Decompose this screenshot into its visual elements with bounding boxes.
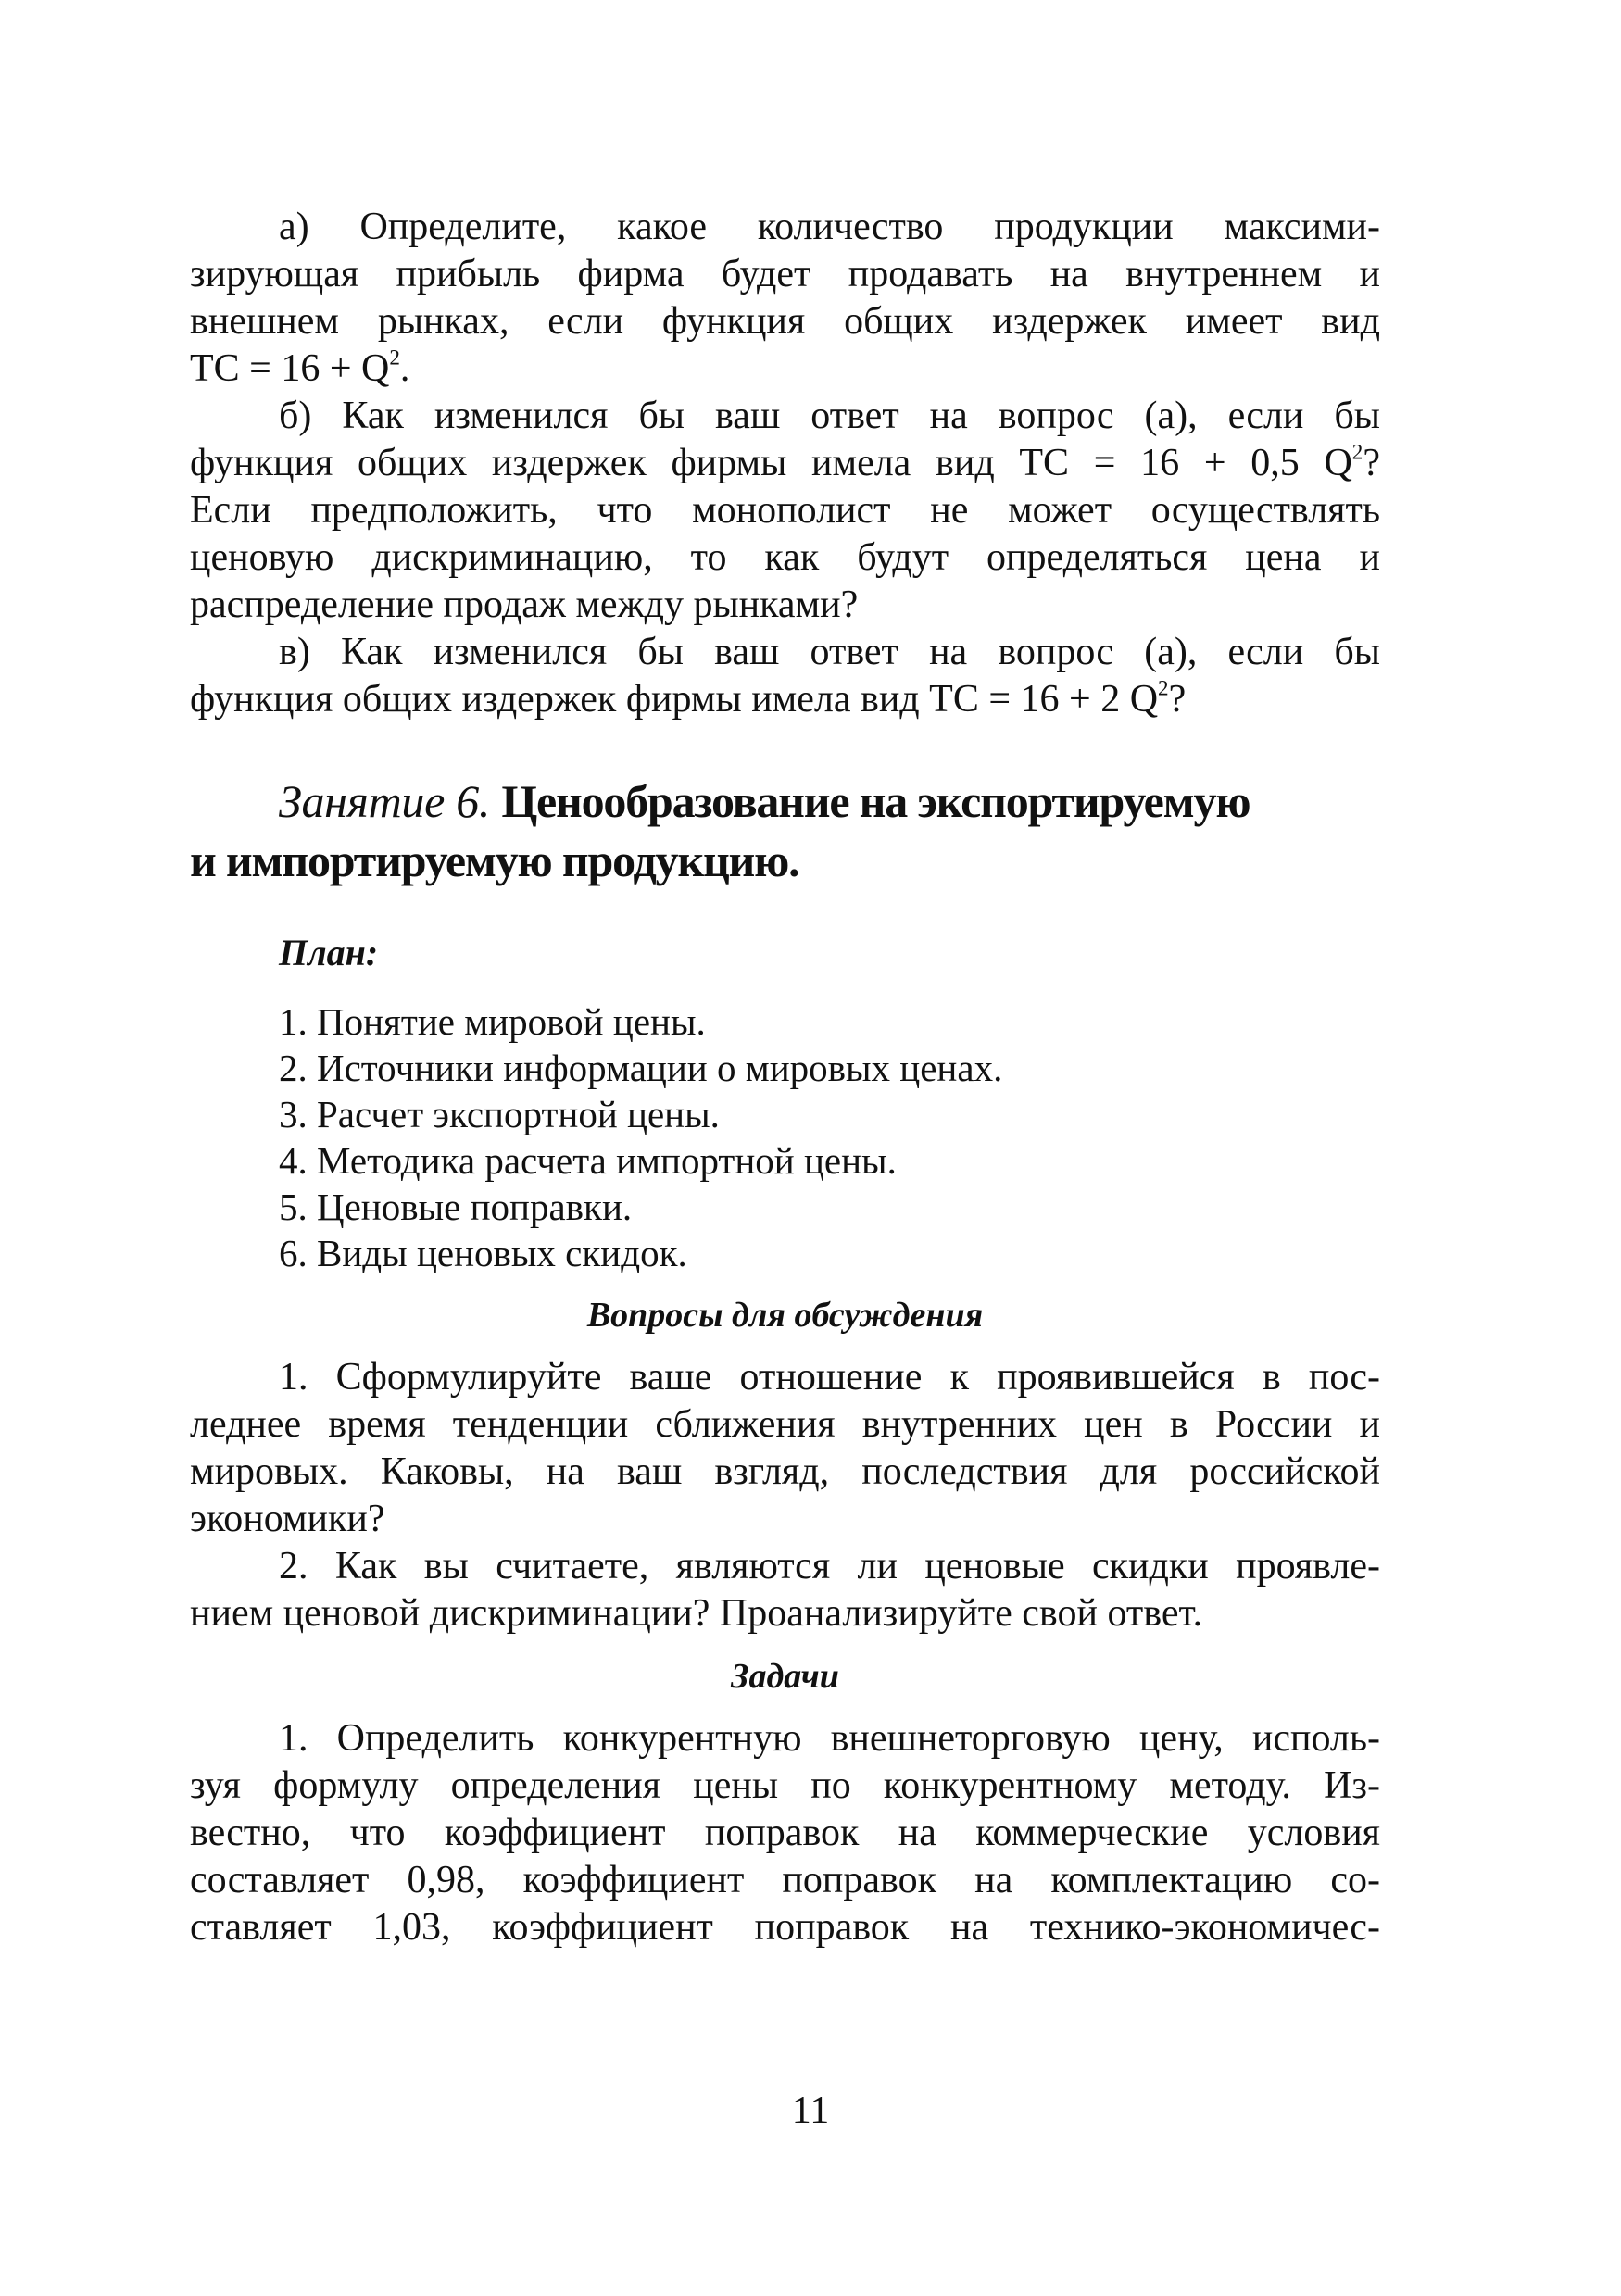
problem-c-exponent: 2 bbox=[1158, 675, 1169, 700]
task-1-line-5: ставляет 1,03, коэффициент поправок на технико-экономичес- bbox=[190, 1906, 1380, 1949]
formula-exponent: 2 bbox=[389, 345, 400, 370]
question-2-line-1: 2. Как вы считаете, являются ли ценовые скидки проявле- bbox=[279, 1545, 1380, 1587]
problem-b-line-2-text: функция общих издержек фирмы имела вид ТС = 16 + 0,5 Q bbox=[190, 442, 1352, 484]
question-1-line-2: леднее время тенденции сближения внутренних цен в России и bbox=[190, 1403, 1380, 1446]
problem-c-line-2-text: функция общих издержек фирмы имела вид ТС = 16 + 2 Q bbox=[190, 678, 1159, 721]
lesson-title-2: и импортируемую продукцию. bbox=[190, 834, 799, 886]
tasks-heading: Задачи bbox=[731, 1657, 839, 1696]
problem-c-line-1: в) Как изменился бы ваш ответ на вопрос (а), если бы bbox=[279, 631, 1380, 673]
question-2 bbox=[190, 1543, 1380, 1637]
problem-a-formula bbox=[190, 345, 1380, 393]
plan-item: 5. Ценовые поправки. bbox=[279, 1186, 633, 1228]
question-2-line-2: нием ценовой дискриминации? Проанализируйте свой ответ. bbox=[190, 1592, 1203, 1635]
formula-end: . bbox=[399, 347, 410, 390]
question-1-line-4: экономики? bbox=[190, 1498, 385, 1540]
questions-heading: Вопросы для обсуждения bbox=[586, 1296, 984, 1335]
task-1-line-3: вестно, что коэффициент поправок на коммерческие условия bbox=[190, 1812, 1380, 1854]
problem-b-line-5: распределение продаж между рынками? bbox=[190, 583, 859, 626]
task-1-line-2: зуя формулу определения цены по конкурентному методу. Из- bbox=[190, 1764, 1380, 1807]
problem-b-line-3: Если предположить, что монополист не может осуществлять bbox=[190, 489, 1380, 532]
plan-list bbox=[190, 998, 1380, 1276]
lesson-heading-line-1 bbox=[190, 772, 1380, 831]
task-1-line-1: 1. Определить конкурентную внешнеторговую цену, исполь- bbox=[279, 1717, 1380, 1760]
formula-text: ТС = 16 + Q bbox=[190, 347, 390, 390]
plan-heading: План: bbox=[279, 932, 379, 973]
problem-b-line-4: ценовую дискриминацию, то как будут определяться цена и bbox=[190, 536, 1380, 579]
plan-item: 1. Понятие мировой цены. bbox=[279, 1000, 706, 1043]
problem-c-line-2-end: ? bbox=[1168, 678, 1187, 721]
lesson-title-1: Ценообразование на экспортируемую bbox=[501, 775, 1250, 827]
plan-item: 3. Расчет экспортной цены. bbox=[279, 1093, 720, 1135]
problem-b bbox=[190, 393, 1380, 629]
plan-item: 6. Виды ценовых скидок. bbox=[279, 1232, 687, 1274]
problem-a-line-1: а) Определите, какое количество продукции максими- bbox=[279, 206, 1380, 248]
problem-c bbox=[190, 629, 1380, 723]
plan-item: 4. Методика расчета импортной цены. bbox=[279, 1139, 897, 1182]
task-1-line-4: составляет 0,98, коэффициент поправок на комплектацию со- bbox=[190, 1859, 1380, 1901]
problem-b-line-2-end: ? bbox=[1363, 442, 1380, 484]
problem-b-exponent: 2 bbox=[1351, 439, 1363, 464]
page-number: 11 bbox=[791, 2089, 830, 2132]
problem-b-line-1: б) Как изменился бы ваш ответ на вопрос (а), если бы bbox=[279, 395, 1380, 437]
problem-b-line-2 bbox=[190, 440, 1380, 487]
page-body bbox=[190, 204, 1380, 1951]
task-1 bbox=[190, 1715, 1380, 1951]
lesson-heading bbox=[190, 772, 1380, 890]
question-1-line-3: мировых. Каковы, на ваш взгляд, последствия для российской bbox=[190, 1450, 1380, 1493]
question-1-line-1: 1. Сформулируйте ваше отношение к проявившейся в пос- bbox=[279, 1356, 1380, 1399]
lesson-label: Занятие 6. bbox=[279, 775, 491, 827]
problem-a bbox=[190, 204, 1380, 393]
problem-c-line-2 bbox=[190, 676, 1380, 723]
plan-item: 2. Источники информации о мировых ценах. bbox=[279, 1047, 1003, 1089]
problem-a-line-2: зирующая прибыль фирма будет продавать на внутреннем и bbox=[190, 253, 1380, 295]
question-1 bbox=[190, 1354, 1380, 1543]
problem-a-line-3: внешнем рынках, если функция общих издержек имеет вид bbox=[190, 300, 1380, 343]
